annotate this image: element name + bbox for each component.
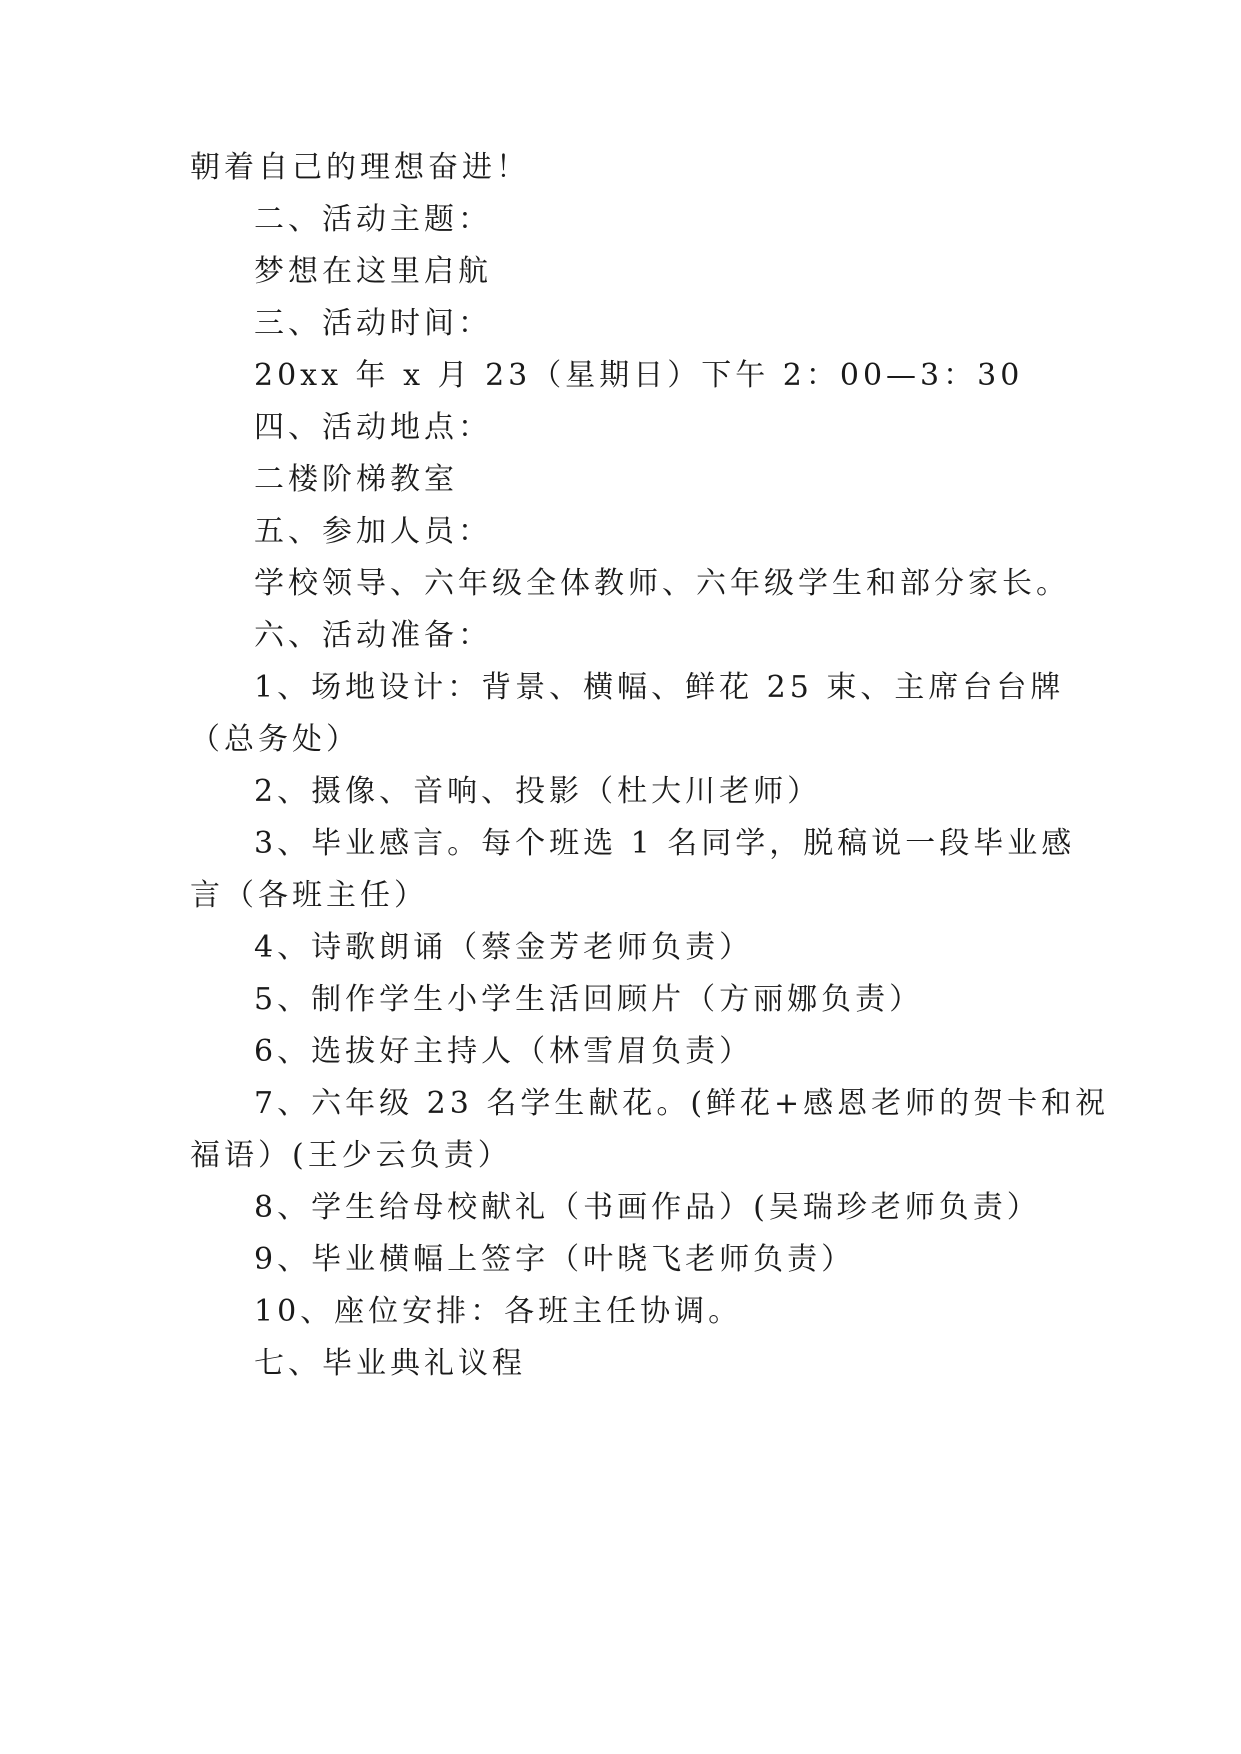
section-heading-agenda: 七、毕业典礼议程 (254, 1346, 526, 1381)
list-item: 3、毕业感言。每个班选 1 名同学，脱稿说一段毕业感 (254, 826, 1076, 861)
list-item-continuation: （总务处） (190, 722, 360, 757)
section-heading-time: 三、活动时间： (254, 306, 492, 341)
text-line: 二楼阶梯教室 (254, 462, 458, 497)
list-item: 4、诗歌朗诵（蔡金芳老师负责） (254, 930, 754, 965)
section-heading-theme: 二、活动主题： (254, 202, 492, 237)
list-item: 9、毕业横幅上签字（叶晓飞老师负责） (254, 1242, 856, 1277)
list-item: 1、场地设计：背景、横幅、鲜花 25 束、主席台台牌 (254, 670, 1065, 705)
section-heading-location: 四、活动地点： (254, 410, 492, 445)
list-item: 7、六年级 23 名学生献花。(鲜花+感恩老师的贺卡和祝 (254, 1086, 1110, 1121)
list-item: 5、制作学生小学生活回顾片（方丽娜负责） (254, 982, 924, 1017)
list-item: 10、座位安排：各班主任协调。 (254, 1294, 743, 1329)
text-line: 朝着自己的理想奋进！ (190, 150, 530, 185)
text-line: 学校领导、六年级全体教师、六年级学生和部分家长。 (254, 566, 1070, 601)
section-heading-preparation: 六、活动准备： (254, 618, 492, 653)
section-heading-participants: 五、参加人员： (254, 514, 492, 549)
list-item: 6、选拔好主持人（林雪眉负责） (254, 1034, 754, 1069)
list-item-continuation: 福语）(王少云负责） (190, 1138, 512, 1173)
list-item: 8、学生给母校献礼（书画作品）(吴瑞珍老师负责） (254, 1190, 1041, 1225)
list-item: 2、摄像、音响、投影（杜大川老师） (254, 774, 822, 809)
text-line: 20xx 年 x 月 23（星期日）下午 2：00—3：30 (254, 358, 1024, 393)
list-item-continuation: 言（各班主任） (190, 878, 428, 913)
text-line: 梦想在这里启航 (254, 254, 492, 289)
